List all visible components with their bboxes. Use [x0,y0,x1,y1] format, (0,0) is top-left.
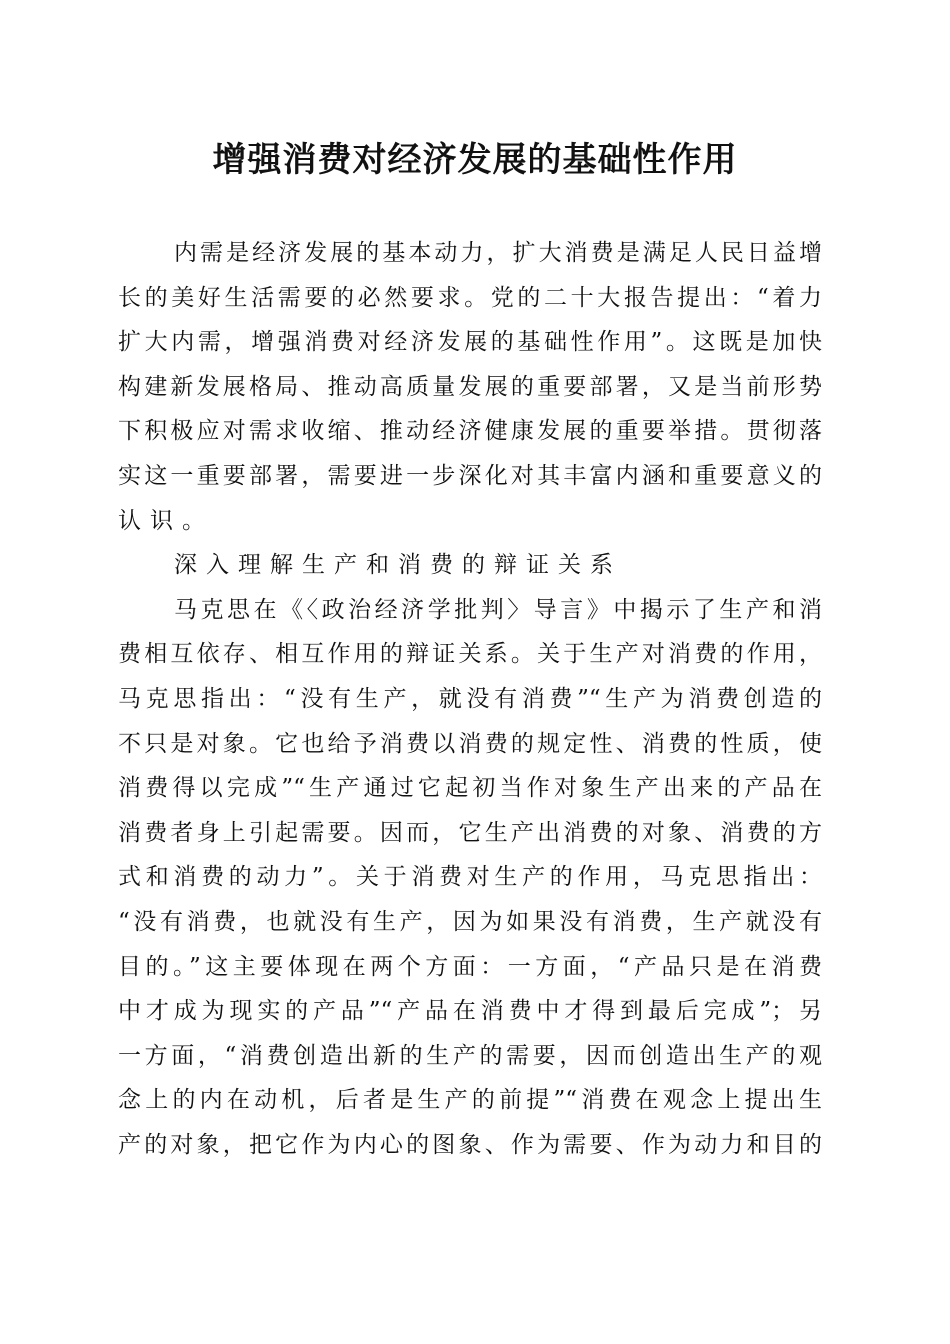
text-line: 念上的内在动机，后者是生产的前提”“消费在观念上提出生 [118,1087,822,1114]
document-body [118,231,822,1167]
text-line: 不只是对象。它也给予消费以消费的规定性、消费的性质，使 [118,730,822,757]
text-line: 消费得以完成”“生产通过它起初当作对象生产出来的产品在 [118,775,822,802]
text-line: 构建新发展格局、推动高质量发展的重要部署，又是当前形势 [118,373,822,400]
section-heading [118,543,822,588]
text-line: 认识。 [118,507,214,534]
text-line: 一方面，“消费创造出新的生产的需要，因而创造出生产的观 [118,1042,822,1069]
text-line: 中才成为现实的产品”“产品在消费中才得到最后完成”；另 [118,998,822,1025]
text-line: 目的。”这主要体现在两个方面：一方面，“产品只是在消费 [118,953,822,980]
text-line: 扩大内需，增强消费对经济发展的基础性作用”。这既是加快 [118,329,822,356]
text-line: 实这一重要部署，需要进一步深化对其丰富内涵和重要意义的 [118,462,822,489]
text-line: 马克思在《〈政治经济学批判〉导言》中揭示了生产和消 [174,596,822,623]
paragraph-marx [118,588,822,1168]
text-line: 费相互依存、相互作用的辩证关系。关于生产对消费的作用， [118,641,822,668]
text-line: 长的美好生活需要的必然要求。党的二十大报告提出：“着力 [118,284,822,311]
text-line: 下积极应对需求收缩、推动经济健康发展的重要举措。贯彻落 [118,418,822,445]
text-line: 内需是经济发展的基本动力，扩大消费是满足人民日益增 [174,240,822,266]
document-title: 增强消费对经济发展的基础性作用 [212,140,738,180]
paragraph-intro [118,231,822,543]
text-line: 消费者身上引起需要。因而，它生产出消费的对象、消费的方 [118,819,822,846]
text-line: “没有消费，也就没有生产，因为如果没有消费，生产就没有 [118,908,822,935]
text-line: 产的对象，把它作为内心的图象、作为需要、作为动力和目的 [118,1131,822,1158]
heading-line: 深入理解生产和消费的辩证关系 [174,552,622,579]
text-line: 马克思指出：“没有生产，就没有消费”“生产为消费创造的 [118,685,822,712]
text-line: 式和消费的动力”。关于消费对生产的作用，马克思指出： [118,864,822,891]
